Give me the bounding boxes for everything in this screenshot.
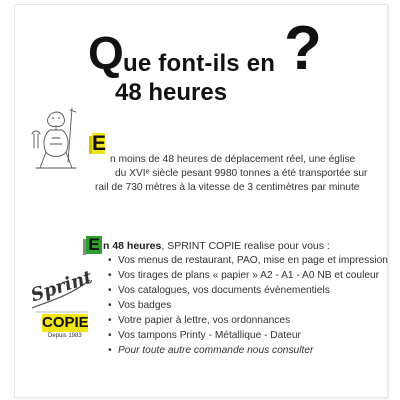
fact-line-2: du XVIᵉ siècle pesant 9980 tonnes a été transportée sur bbox=[115, 168, 368, 179]
fact-line-1: n moins de 48 heures de déplacement réel, une église bbox=[110, 154, 356, 165]
title-line-2: 48 heures bbox=[115, 79, 228, 106]
list-item: • Vos badges bbox=[108, 300, 172, 311]
services-intro-rest: , SPRINT COPIE realise pour vous : bbox=[161, 240, 330, 252]
bullet-icon: • bbox=[108, 300, 112, 311]
list-item: • Vos tirages de plans « papier » A2 - A1 - A0 NB et couleur bbox=[108, 270, 380, 281]
sprint-copie-logo bbox=[26, 266, 96, 352]
bullet-icon: • bbox=[108, 330, 112, 341]
services-intro bbox=[103, 240, 330, 252]
bullet-icon: • bbox=[108, 345, 112, 356]
list-item: • Vos menus de restaurant, PAO, mise en page et impression bbox=[108, 255, 388, 266]
list-item: • Pour toute autre commande nous consulter bbox=[108, 345, 314, 356]
list-item: • Vos tampons Printy - Métallique - Dateur bbox=[108, 330, 301, 341]
drop-cap-e-green: E bbox=[86, 236, 102, 254]
bullet-icon: • bbox=[108, 285, 112, 296]
title-line-1: ue font-ils en bbox=[123, 50, 276, 77]
services-intro-bold: n 48 heures bbox=[103, 240, 162, 252]
drop-cap-e-yellow: E bbox=[92, 132, 107, 155]
logo-tagline: Depuis 1983 bbox=[48, 333, 82, 339]
bullet-icon: • bbox=[108, 255, 112, 266]
list-item: • Votre papier à lettre, vos ordonnances bbox=[108, 315, 291, 326]
title-big-letter: Q bbox=[88, 27, 124, 79]
church-workers-sketch-icon bbox=[26, 104, 84, 176]
list-item: • Vos catalogues, vos documents évènementiels bbox=[108, 285, 330, 296]
bullet-icon: • bbox=[108, 270, 112, 281]
question-mark: ? bbox=[284, 14, 322, 83]
logo-word-copie: COPIE bbox=[42, 314, 89, 331]
document-header bbox=[88, 14, 322, 116]
logo-word-sprint: Sprint bbox=[28, 266, 96, 307]
fact-line-3: rail de 730 mètres à la vitesse de 3 centimètres par minute bbox=[95, 182, 360, 193]
bullet-icon: • bbox=[108, 315, 112, 326]
